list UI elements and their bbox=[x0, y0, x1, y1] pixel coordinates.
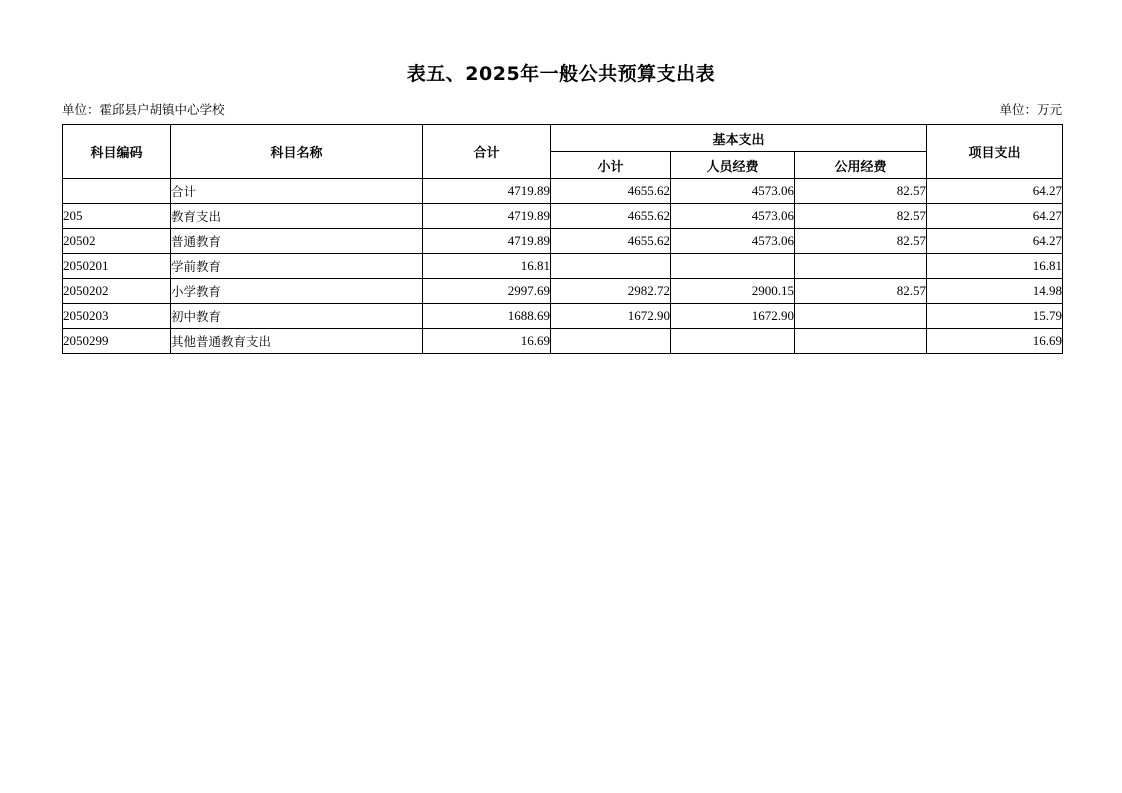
cell-personnel: 4573.06 bbox=[671, 204, 795, 229]
cell-code: 205 bbox=[63, 204, 171, 229]
cell-total: 16.81 bbox=[423, 254, 551, 279]
cell-project: 16.69 bbox=[927, 329, 1063, 354]
column-header-basic-subtotal: 小计 bbox=[551, 152, 671, 179]
cell-basic-subtotal: 4655.62 bbox=[551, 229, 671, 254]
cell-project: 15.79 bbox=[927, 304, 1063, 329]
unit-label: 单位：霍邱县户胡镇中心学校 bbox=[62, 102, 225, 117]
cell-name: 其他普通教育支出 bbox=[171, 329, 423, 354]
header-row-top bbox=[63, 125, 1063, 152]
table-row bbox=[63, 279, 1063, 304]
cell-project: 64.27 bbox=[927, 229, 1063, 254]
table-body bbox=[63, 179, 1063, 354]
cell-personnel: 4573.06 bbox=[671, 229, 795, 254]
cell-name: 初中教育 bbox=[171, 304, 423, 329]
column-header-project: 项目支出 bbox=[927, 125, 1063, 179]
cell-public: 82.57 bbox=[795, 229, 927, 254]
cell-total: 16.69 bbox=[423, 329, 551, 354]
table-row bbox=[63, 304, 1063, 329]
column-header-personnel: 人员经费 bbox=[671, 152, 795, 179]
cell-name: 小学教育 bbox=[171, 279, 423, 304]
cell-personnel: 4573.06 bbox=[671, 179, 795, 204]
cell-basic-subtotal bbox=[551, 254, 671, 279]
cell-name: 学前教育 bbox=[171, 254, 423, 279]
column-header-basic-group: 基本支出 bbox=[551, 125, 927, 152]
cell-code: 2050201 bbox=[63, 254, 171, 279]
cell-total: 2997.69 bbox=[423, 279, 551, 304]
cell-basic-subtotal: 2982.72 bbox=[551, 279, 671, 304]
table-head bbox=[63, 125, 1063, 179]
cell-total: 4719.89 bbox=[423, 229, 551, 254]
cell-public: 82.57 bbox=[795, 204, 927, 229]
cell-basic-subtotal bbox=[551, 329, 671, 354]
cell-personnel: 2900.15 bbox=[671, 279, 795, 304]
cell-project: 64.27 bbox=[927, 179, 1063, 204]
cell-basic-subtotal: 4655.62 bbox=[551, 204, 671, 229]
cell-personnel bbox=[671, 329, 795, 354]
cell-name: 合计 bbox=[171, 179, 423, 204]
cell-name: 普通教育 bbox=[171, 229, 423, 254]
table-row bbox=[63, 254, 1063, 279]
page-title: 表五、2025年一般公共预算支出表 bbox=[406, 63, 716, 85]
column-header-public: 公用经费 bbox=[795, 152, 927, 179]
cell-total: 4719.89 bbox=[423, 179, 551, 204]
cell-public: 82.57 bbox=[795, 279, 927, 304]
cell-public bbox=[795, 254, 927, 279]
cell-public bbox=[795, 304, 927, 329]
cell-personnel bbox=[671, 254, 795, 279]
cell-code: 2050203 bbox=[63, 304, 171, 329]
cell-code: 2050299 bbox=[63, 329, 171, 354]
column-header-code: 科目编码 bbox=[63, 125, 171, 179]
cell-public: 82.57 bbox=[795, 179, 927, 204]
table-meta-row bbox=[62, 100, 1062, 118]
cell-basic-subtotal: 1672.90 bbox=[551, 304, 671, 329]
cell-project: 14.98 bbox=[927, 279, 1063, 304]
column-header-name: 科目名称 bbox=[171, 125, 423, 179]
cell-project: 16.81 bbox=[927, 254, 1063, 279]
amount-unit-label: 单位：万元 bbox=[999, 102, 1062, 117]
cell-project: 64.27 bbox=[927, 204, 1063, 229]
cell-basic-subtotal: 4655.62 bbox=[551, 179, 671, 204]
cell-code bbox=[63, 179, 171, 204]
cell-total: 1688.69 bbox=[423, 304, 551, 329]
column-header-total: 合计 bbox=[423, 125, 551, 179]
cell-personnel: 1672.90 bbox=[671, 304, 795, 329]
cell-public bbox=[795, 329, 927, 354]
budget-expenditure-table bbox=[62, 124, 1063, 354]
table-row bbox=[63, 204, 1063, 229]
cell-name: 教育支出 bbox=[171, 204, 423, 229]
table-row bbox=[63, 229, 1063, 254]
cell-total: 4719.89 bbox=[423, 204, 551, 229]
table-row bbox=[63, 179, 1063, 204]
cell-code: 20502 bbox=[63, 229, 171, 254]
cell-code: 2050202 bbox=[63, 279, 171, 304]
table-row bbox=[63, 329, 1063, 354]
